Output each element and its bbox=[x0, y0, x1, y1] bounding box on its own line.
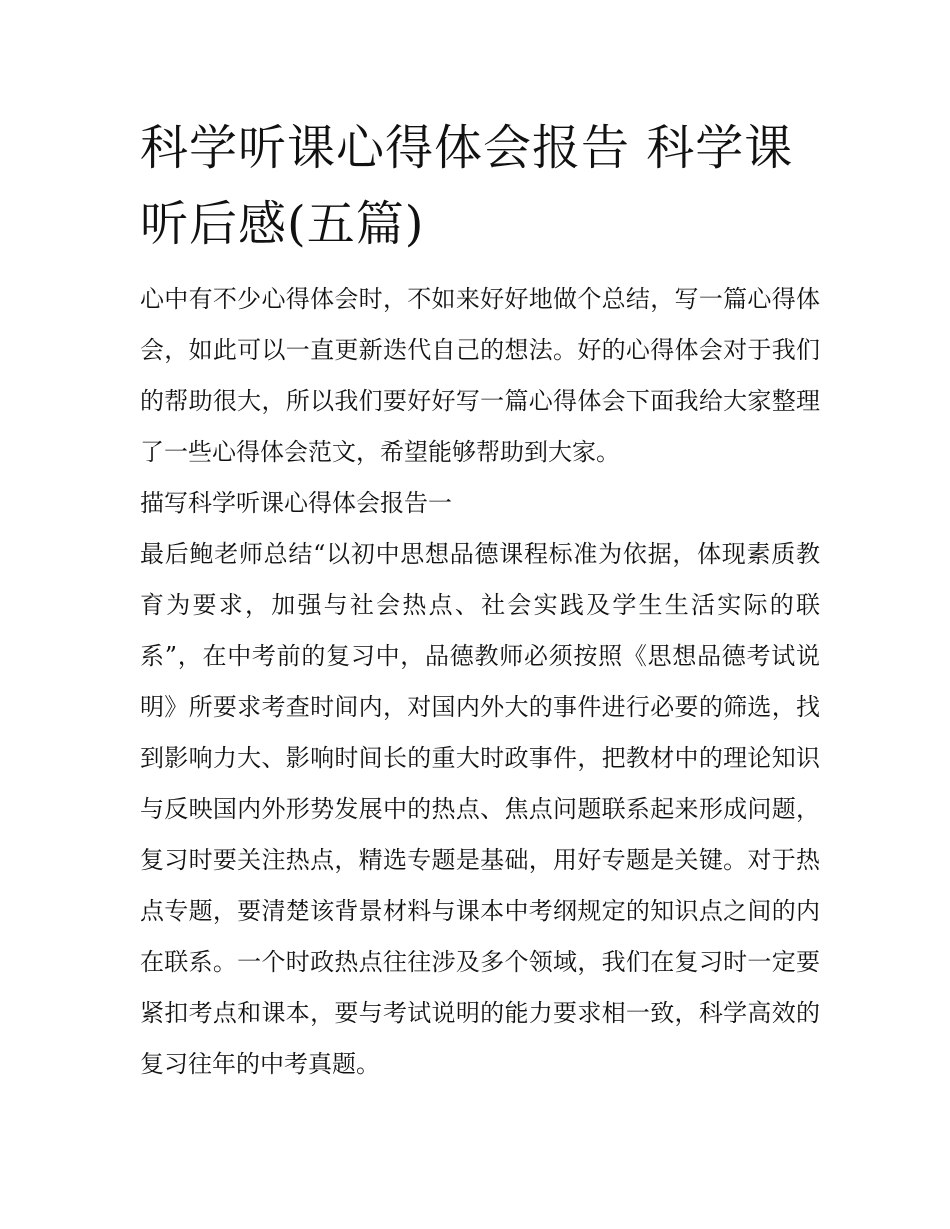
section-heading: 描写科学听课心得体会报告一 bbox=[140, 489, 452, 517]
intro-paragraph: 心中有不少心得体会时，不如来好好地做个总结，写一篇心得体会，如此可以一直更新迭代自己的想法。好的心得体会对于我们的帮助很大，所以我们要好好写一篇心得体会下面我给大家整理了一些心得体会范文，希望能够帮助到大家。 bbox=[140, 285, 820, 466]
document-page bbox=[140, 110, 820, 1090]
document-title: 科学听课心得体会报告 科学课听后感(五篇) bbox=[140, 120, 794, 252]
section-body-paragraph: 最后鲍老师总结“以初中思想品德课程标准为依据，体现素质教育为要求，加强与社会热点、社会实践及学生生活实际的联系”，在中考前的复习中，品德教师必须按照《思想品德考试说明》所要求考查时间内，对国内外大的事件进行必要的筛选，找到影响力大、影响时间长的重大时政事件，把教材中的理论知识与反映国内外形势发展中的热点、焦点问题联系起来形成问题，复习时要关注热点，精选专题是基础，用好专题是关键。对于热点专题，要清楚该背景材料与课本中考纲规定的知识点之间的内在联系。一个时政热点往往涉及多个领域，我们在复习时一定要紧扣考点和课本，要与考试说明的能力要求相一致，科学高效的复习往年的中考真题。 bbox=[140, 540, 820, 1078]
